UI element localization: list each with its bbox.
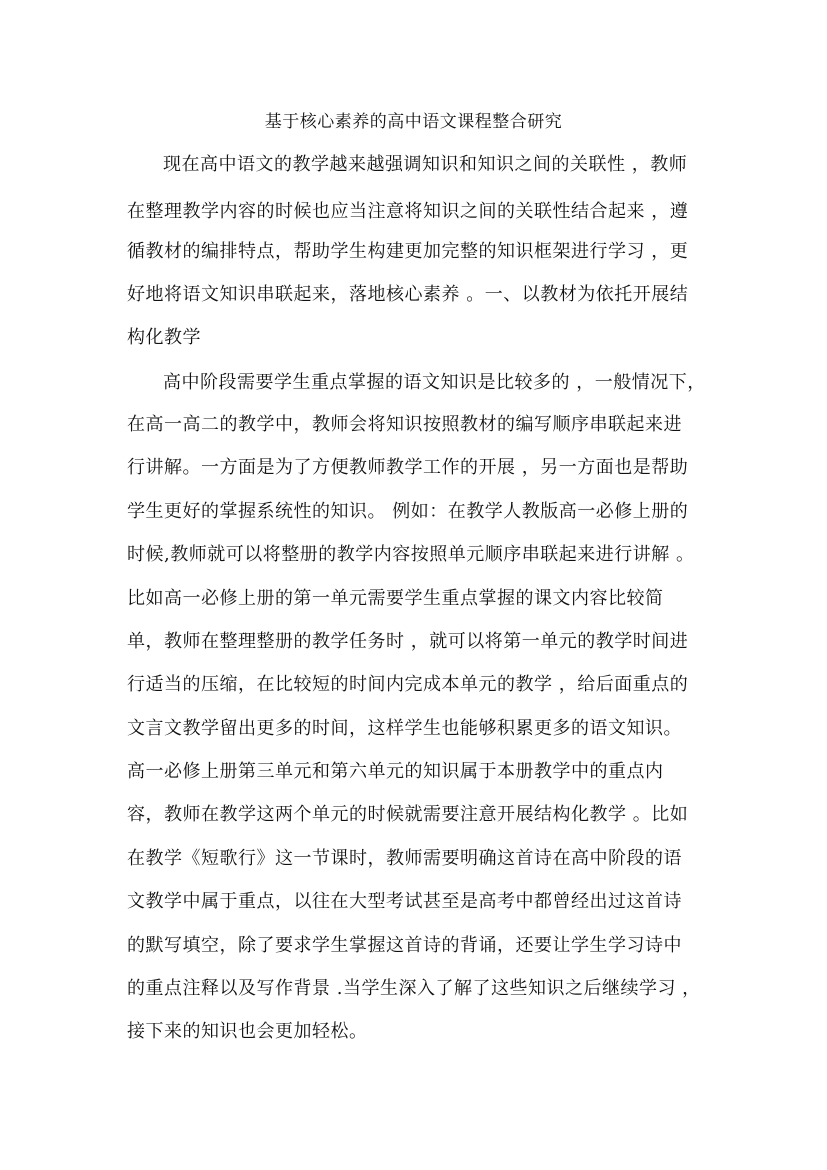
paragraph-2-line-3: 行讲解。一方面是为了方便教师教学工作的开展 ，另一方面也是帮助 xyxy=(127,457,689,478)
paragraph-2-line-11: 容，教师在教学这两个单元的时候就需要注意开展结构化教学 。比如 xyxy=(127,804,689,825)
paragraph-2-line-7: 单，教师在整理整册的教学任务时 ，就可以将第一单元的教学时间进 xyxy=(127,631,689,652)
paragraph-2-line-4: 学生更好的掌握系统性的知识。 例如：在教学人教版高一必修上册的 xyxy=(127,501,689,522)
paragraph-2-line-9: 文言文教学留出更多的时间，这样学生也能够积累更多的语文知识。 xyxy=(127,718,682,739)
paragraph-1-line-2: 在整理教学内容的时候也应当注意将知识之间的关联性结合起来 ，遵 xyxy=(127,201,689,222)
paragraph-2-line-5: 时候,教师就可以将整册的教学内容按照单元顺序串联起来进行讲解 。 xyxy=(127,544,695,565)
paragraph-2-line-6: 比如高一必修上册的第一单元需要学生重点掌握的课文内容比较简 xyxy=(127,588,664,609)
paragraph-2-line-1: 高中阶段需要学生重点掌握的语文知识是比较多的 ，一般情况下， xyxy=(163,372,706,393)
paragraph-2-line-12: 在教学《短歌行》这一节课时，教师需要明确这首诗在高中阶段的语 xyxy=(127,848,682,869)
paragraph-2-line-13: 文教学中属于重点，以往在大型考试甚至是高考中都曾经出过这首诗 xyxy=(127,891,682,912)
paragraph-2-line-16: 接下来的知识也会更加轻松。 xyxy=(127,1021,368,1042)
paragraph-1-line-5: 构化教学 xyxy=(127,327,201,348)
paragraph-2-line-14: 的默写填空，除了要求学生掌握这首诗的背诵，还要让学生学习诗中 xyxy=(127,935,682,956)
paragraph-1-line-4: 好地将语文知识串联起来，落地核心素养 。一、以教材为依托开展结 xyxy=(127,284,689,305)
paragraph-1-line-1: 现在高中语文的教学越来越强调知识和知识之间的关联性 ，教师 xyxy=(163,154,688,175)
document-title: 基于核心素养的高中语文课程整合研究 xyxy=(264,112,563,132)
paragraph-1-line-3: 循教材的编排特点，帮助学生构建更加完整的知识框架进行学习 ，更 xyxy=(127,241,689,262)
paragraph-2-line-2: 在高一高二的教学中，教师会将知识按照教材的编写顺序串联起来进 xyxy=(127,414,682,435)
paragraph-2-line-15: 的重点注释以及写作背景 .当学生深入了解了这些知识之后继续学习 ， xyxy=(127,978,701,999)
paragraph-2-line-8: 行适当的压缩，在比较短的时间内完成本单元的教学 ，给后面重点的 xyxy=(127,674,689,695)
paragraph-2-line-10: 高一必修上册第三单元和第六单元的知识属于本册教学中的重点内 xyxy=(127,761,664,782)
